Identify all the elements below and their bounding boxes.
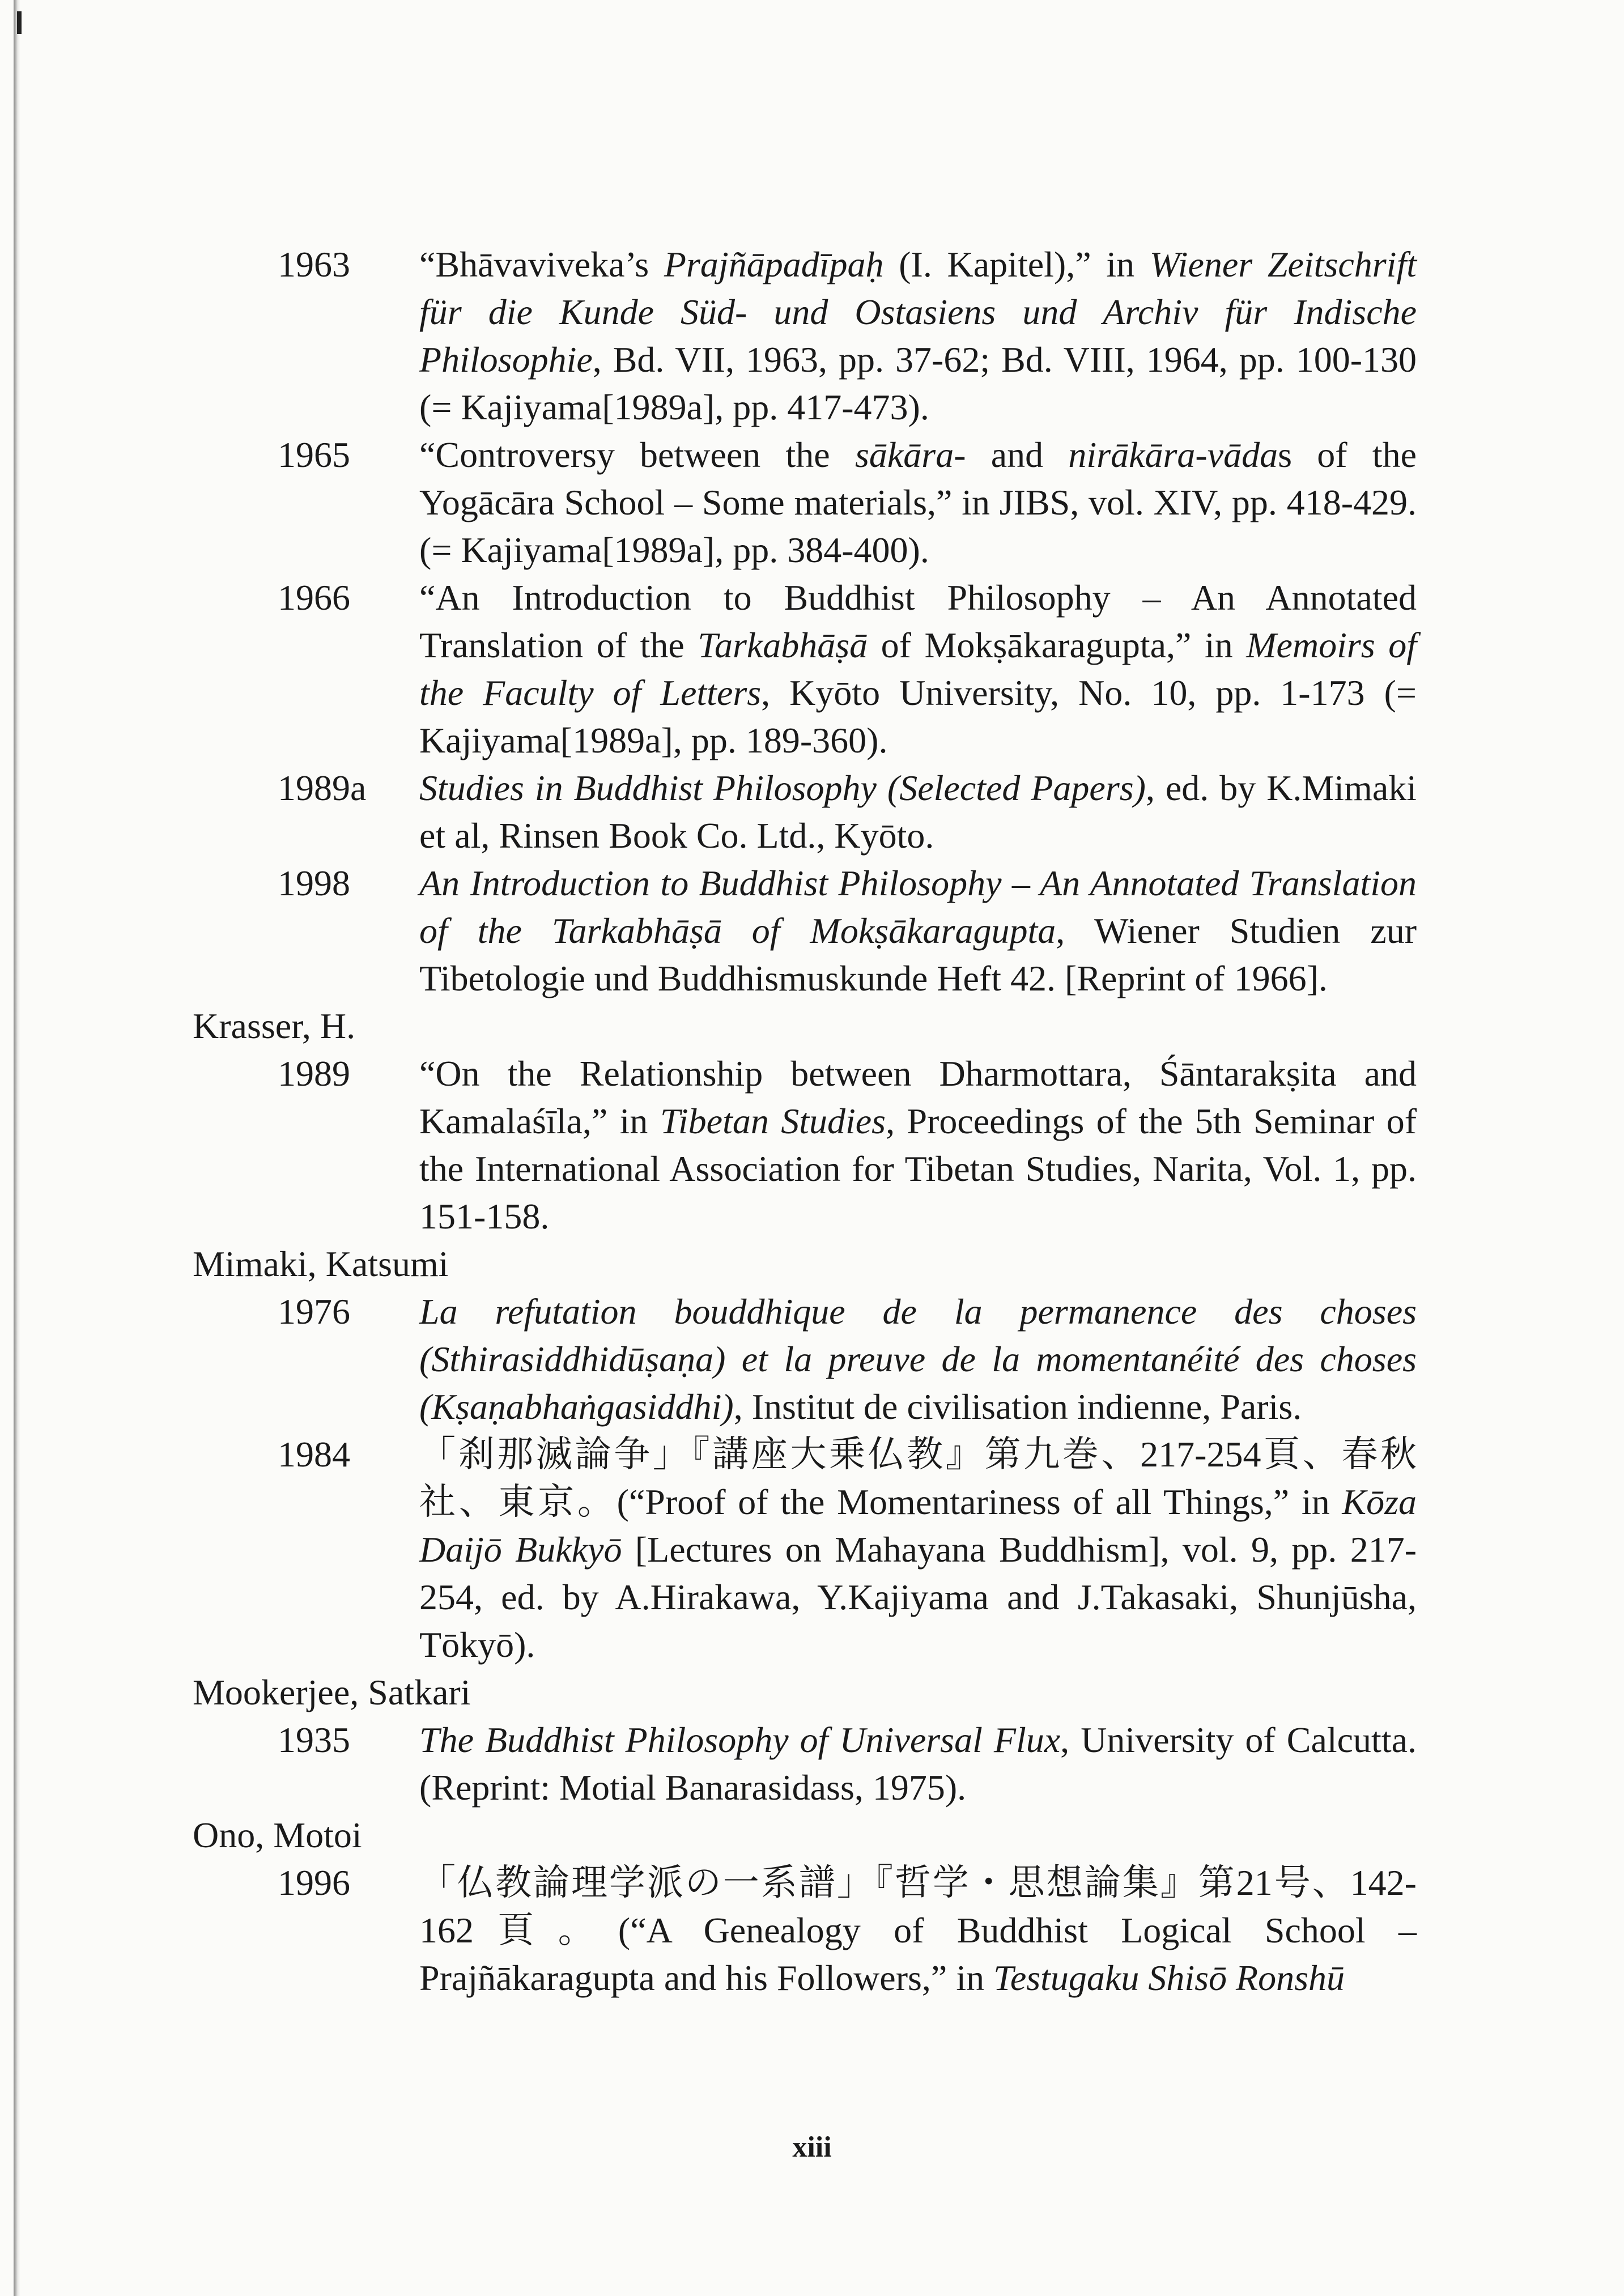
bibliography-page	[193, 241, 1417, 2002]
scan-binding-edge	[14, 0, 20, 2296]
entry-year: 1935	[278, 1720, 350, 1760]
entry-text: 「仏教論理学派の一系譜」『哲学・思想論集』第21号、142-162頁。(“A Genealogy of Buddhist Logical School – Prajñākaragupta and his Followers,” in Testugaku Shisō Ronshū	[419, 1863, 1417, 1998]
author-name: Ono, Motoi	[193, 1815, 362, 1855]
bib-entry	[193, 764, 1417, 860]
bib-entry	[193, 1431, 1417, 1669]
bib-entry	[193, 241, 1417, 431]
author-name: Krasser, H.	[193, 1006, 356, 1046]
entry-text: La refutation bouddhique de la permanence des choses (Sthirasiddhidūṣaṇa) et la preuve de la momentanéité des choses (Kṣaṇabhaṅgasiddhi), Institut de civilisation indienne, Paris.	[419, 1291, 1417, 1427]
author-name: Mimaki, Katsumi	[193, 1244, 449, 1284]
entry-text: “An Introduction to Buddhist Philosophy – An Annotated Translation of the Tarkabhāṣā of Mokṣākaragupta,” in Memoirs of the Faculty of Letters, Kyōto University, No. 10, pp. 1-173 (= Kajiyama[1989a], pp. 189-360).	[419, 577, 1417, 760]
entry-year: 1965	[278, 435, 350, 475]
bib-entry	[193, 1859, 1417, 2002]
entry-year: 1989	[278, 1053, 350, 1094]
entry-text: An Introduction to Buddhist Philosophy – An Annotated Translation of the Tarkabhāṣā of Mokṣākaragupta, Wiener Studien zur Tibetologie und Buddhismuskunde Heft 42. [Reprint of 1966].	[419, 863, 1417, 998]
entry-year: 1963	[278, 244, 350, 284]
entry-text: “Bhāvaviveka’s Prajñāpadīpaḥ (I. Kapitel),” in Wiener Zeitschrift für die Kunde Süd- und Ostasiens und Archiv für Indische Philosophie, Bd. VII, 1963, pp. 37-62; Bd. VIII, 1964, pp. 100-130 (= Kajiyama[1989a], pp. 417-473).	[419, 244, 1417, 427]
entry-year: 1998	[278, 863, 350, 903]
entry-year: 1976	[278, 1291, 350, 1332]
entry-text: Studies in Buddhist Philosophy (Selected Papers), ed. by K.Mimaki et al, Rinsen Book Co. Ltd., Kyōto.	[419, 768, 1417, 856]
entry-text: The Buddhist Philosophy of Universal Flux, University of Calcutta. (Reprint: Motial Banarasidass, 1975).	[419, 1720, 1417, 1808]
page-number: xiii	[792, 2131, 832, 2163]
entry-text: “Controversy between the sākāra- and nirākāra-vādas of the Yogācāra School – Some materials,” in JIBS, vol. XIV, pp. 418-429. (= Kajiyama[1989a], pp. 384-400).	[419, 435, 1417, 570]
entry-year: 1984	[278, 1434, 350, 1474]
scan-binding-mark	[17, 11, 22, 34]
entry-year: 1966	[278, 577, 350, 618]
bib-entry	[193, 1050, 1417, 1240]
bib-entry	[193, 574, 1417, 764]
entry-year: 1996	[278, 1863, 350, 1903]
bib-entry	[193, 1716, 1417, 1812]
bib-entry	[193, 431, 1417, 574]
entry-text: 「刹那滅論争」『講座大乗仏教』第九巻、217-254頁、春秋社、東京。(“Proof of the Momentariness of all Things,” in Kōza Daijō Bukkyō [Lectures on Mahayana Buddhism], vol. 9, pp. 217-254, ed. by A.Hirakawa, Y.Kajiyama and J.Takasaki, Shunjūsha, Tōkyō).	[419, 1434, 1417, 1665]
bib-entry	[193, 860, 1417, 1002]
entry-text: “On the Relationship between Dharmottara, Śāntarakṣita and Kamalaśīla,” in Tibetan Studies, Proceedings of the 5th Seminar of the International Association for Tibetan Studies, Narita, Vol. 1, pp. 151-158.	[419, 1053, 1417, 1236]
entry-year: 1989a	[278, 768, 367, 808]
author-name: Mookerjee, Satkari	[193, 1672, 471, 1712]
bib-entry	[193, 1288, 1417, 1431]
